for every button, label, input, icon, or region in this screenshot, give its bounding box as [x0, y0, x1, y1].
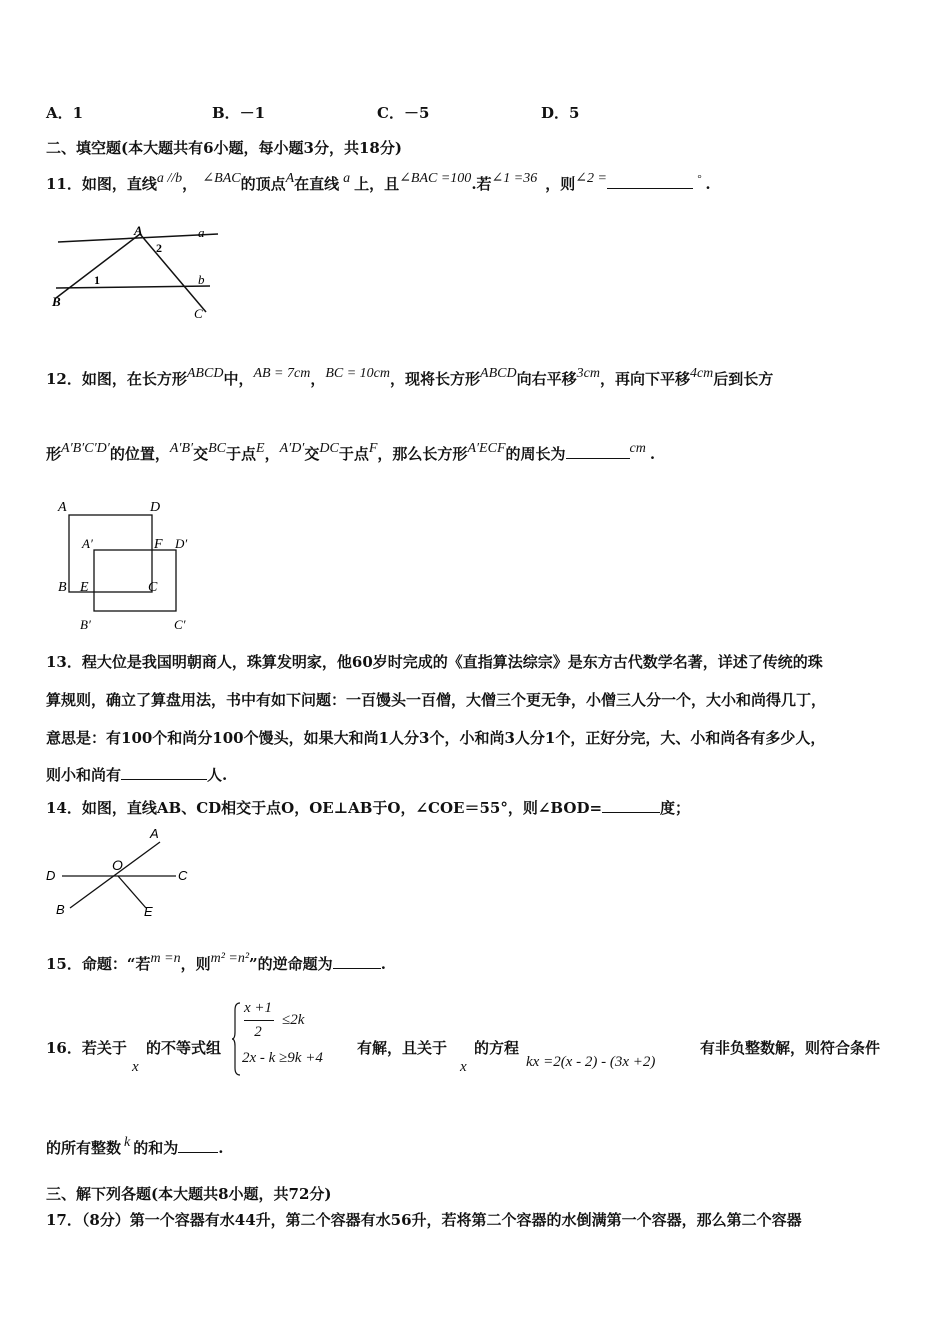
- fig12-label-D: D: [150, 500, 161, 515]
- fig14-label-O: O: [112, 857, 123, 873]
- question-14: 14．如图，直线AB、CD相交于点O，OE⊥AB于O，∠COE＝55°，则∠BOD= 度；: [46, 799, 691, 817]
- fig12-label-Ap: A′: [82, 536, 93, 551]
- question-11: 11．如图，直线a //b， ∠BAC的顶点A在直线 a 上，且∠BAC =100.若∠1 =36 ，则∠2 = ° .: [46, 171, 711, 193]
- answer-blank-11: [607, 174, 693, 189]
- fig12-label-Dp: D′: [175, 536, 188, 551]
- inequality-system: [232, 1000, 372, 1080]
- answer-blank-13: [121, 765, 207, 780]
- figure-12: [52, 496, 202, 634]
- fig14-label-D: D: [46, 868, 56, 883]
- question-16-line-2: 的所有整数 k 的和为 .: [46, 1135, 224, 1157]
- fig11-label-b: b: [198, 272, 205, 287]
- question-13-line-1: 13．程大位是我国明朝商人，珠算发明家，他60岁时完成的《直指算法综宗》是东方古代数学名著，详述了传统的珠: [46, 653, 823, 671]
- question-16-t4: 的方程: [474, 1039, 520, 1057]
- question-15: 15．命题：“若m =n，则m² =n²”的逆命题为 .: [46, 951, 386, 973]
- question-16-t3: 有解，且关于: [357, 1039, 448, 1057]
- option-d: D．5: [541, 104, 580, 122]
- figure-11: [48, 222, 228, 322]
- fig12-label-Cp: C′: [174, 617, 186, 632]
- system-brace: [232, 1002, 242, 1076]
- fraction-denominator: 2: [254, 1024, 262, 1040]
- fig11-label-B: B: [52, 294, 61, 309]
- fraction-bar: [244, 1020, 274, 1021]
- inequality-1-rhs: ≤2k: [282, 1012, 305, 1028]
- fig12-label-C: C: [148, 580, 158, 595]
- inequality-2: 2x - k ≥9k +4: [242, 1050, 323, 1066]
- fig12-label-F: F: [154, 537, 163, 552]
- question-16-x2: x: [460, 1059, 467, 1075]
- question-16-equation: kx =2(x - 2) - (3x +2): [526, 1054, 656, 1070]
- answer-blank-12: [566, 444, 630, 459]
- answer-blank-16: [178, 1138, 218, 1153]
- fig11-label-A: A: [134, 223, 143, 238]
- fig12-label-E: E: [80, 580, 89, 595]
- fig14-label-A: A: [150, 826, 159, 841]
- fig12-label-B: B: [58, 580, 67, 595]
- section-2-title: 二、填空题(本大题共有6小题，每小题3分，共18分): [46, 139, 402, 157]
- question-13-line-3: 意思是：有100个和尚分100个馒头，如果大和尚1人分3个，小和尚3人分1个，正好分完，大、小和尚各有多少人，: [46, 729, 826, 747]
- fig11-label-a: a: [198, 225, 205, 240]
- fig14-label-C: C: [178, 868, 188, 883]
- fraction-numerator: x +1: [243, 1000, 273, 1016]
- question-16-t1: 16．若关于: [46, 1039, 127, 1057]
- question-16-t2: 的不等式组: [146, 1039, 222, 1057]
- question-17: 17．（8分）第一个容器有水44升，第二个容器有水56升，若将第二个容器的水倒满第一个容器，那么第二个容器: [46, 1211, 802, 1229]
- option-a: A．1: [46, 104, 84, 122]
- question-13-line-4: 则小和尚有 人.: [46, 766, 228, 784]
- figure-14: [40, 822, 200, 922]
- question-12-line-2: 形A′B′C′D′的位置，A′B′交BC于点E，A′D′交DC于点F，那么长方形A′ECF的周长为 cm .: [46, 441, 656, 463]
- fig11-label-C: C: [194, 306, 203, 321]
- answer-blank-15: [333, 954, 381, 969]
- option-c: C．－5: [377, 104, 430, 122]
- option-b: B．－1: [212, 104, 266, 122]
- fig11-label-2: 2: [156, 241, 162, 255]
- fig14-label-B: B: [56, 902, 65, 917]
- question-16-x1: x: [132, 1059, 139, 1075]
- fig14-label-E: E: [144, 904, 153, 919]
- answer-blank-14: [602, 798, 660, 813]
- section-3-title: 三、解下列各题(本大题共8小题，共72分): [46, 1185, 332, 1203]
- fig11-label-1: 1: [94, 273, 100, 287]
- question-13-line-2: 算规则，确立了算盘用法，书中有如下问题：一百馒头一百僧，大僧三个更无争，小僧三人分一个，大小和尚得几丁，: [46, 691, 827, 709]
- fig12-label-Bp: B′: [80, 617, 91, 632]
- fig12-label-A: A: [58, 500, 67, 515]
- question-16-t5: 有非负整数解，则符合条件: [700, 1039, 881, 1057]
- question-12-line-1: 12．如图，在长方形ABCD中，AB = 7cm，BC = 10cm，现将长方形ABCD向右平移3cm，再向下平移4cm后到长方: [46, 366, 774, 388]
